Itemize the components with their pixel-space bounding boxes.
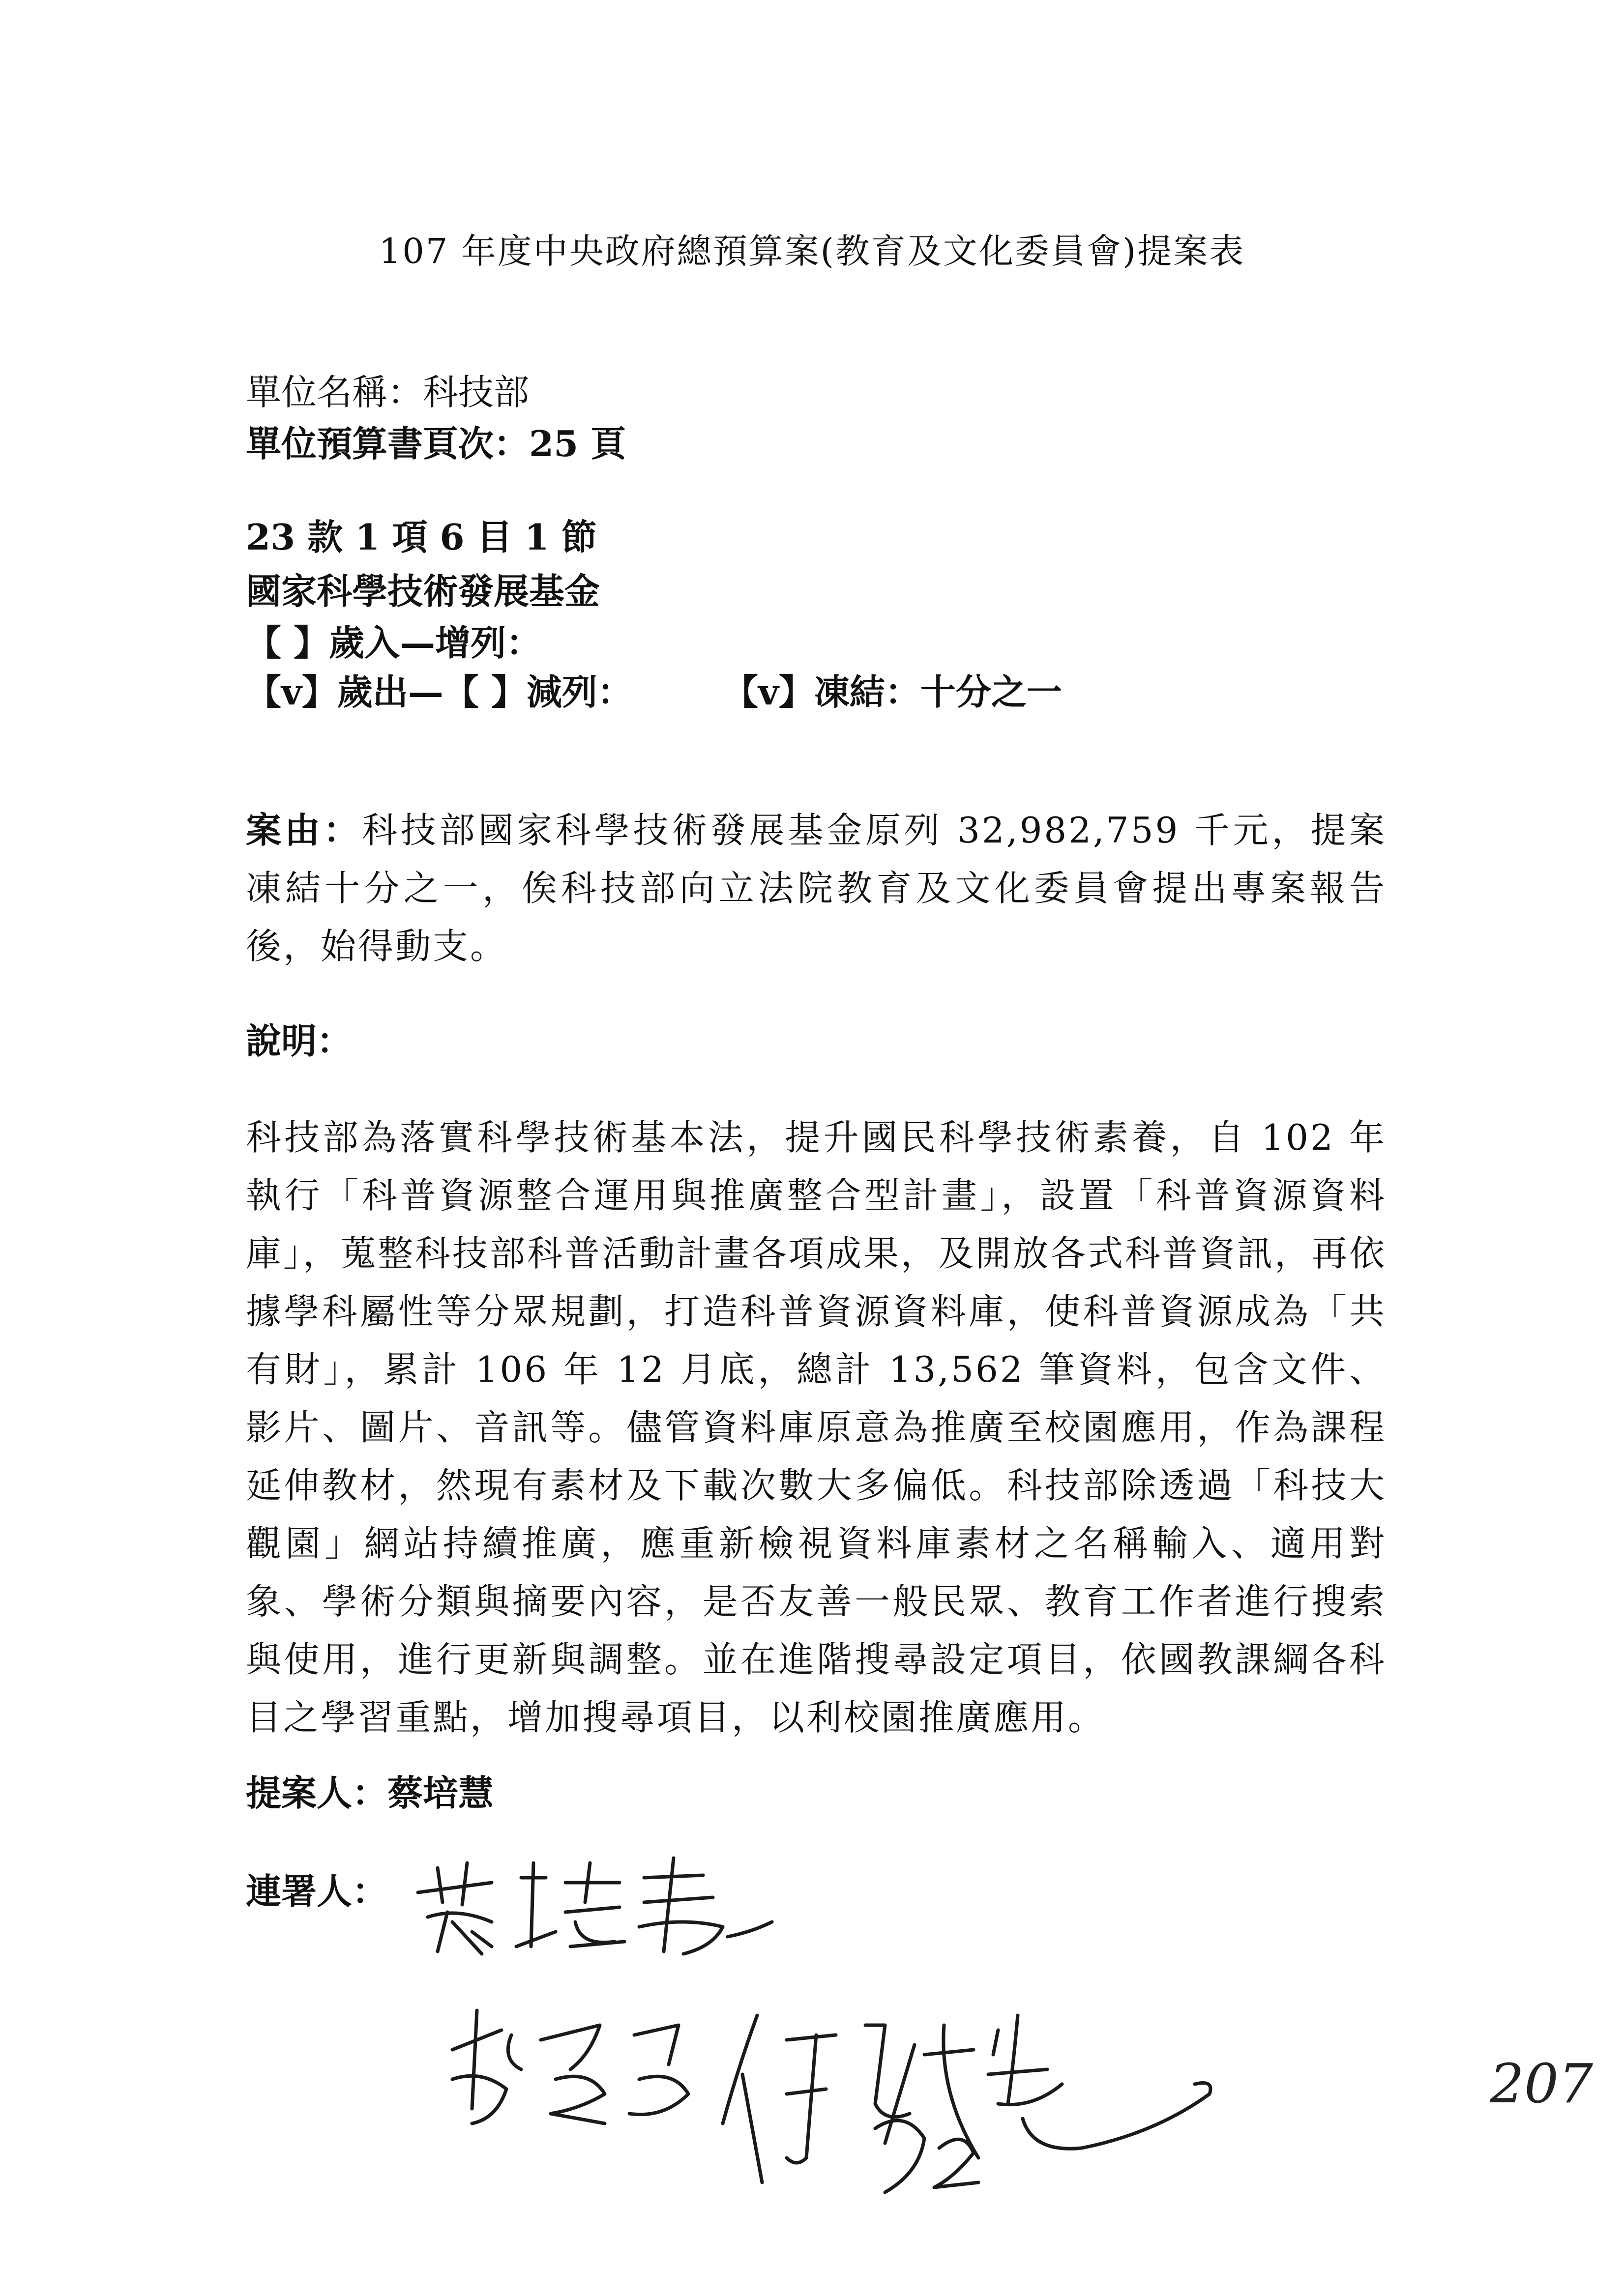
revenue-line: 【 】歲入—增列： [246,622,542,664]
unit-name: 單位名稱：科技部 [246,372,530,413]
page-number: 207 [1490,2052,1593,2115]
signature-1 [408,1848,782,1961]
section-code: 23 款 1 項 6 目 1 節 [246,516,597,558]
explanation-paragraph: 科技部為落實科學技術基本法，提升國民科學技術素養，自 102 年執行「科普資源整合運用與推廣整合型計畫」，設置「科普資源資料庫」，蒐整科技部科普活動計畫各項成果，及開放各式科普資訊，再依據學科屬性等分眾規劃，打造科普資源資料庫，使科普資源成為「共有財」，累計 106 年 12 月底，總計 13,562 筆資料，包含文件、影片、圖片、音訊等。儘管資料庫原意為推廣至校園應用，作為課程延伸教材，然現有素材及下載次數大多偏低。科技部除透過「科技大觀園」網站持續推廣，應重新檢視資料庫素材之名稱輸入、適用對象、學術分類與摘要內容，是否友善一般民眾、教育工作者進行搜索與使用，進行更新與調整。並在進階搜尋設定項目，依國教課綱各科目之學習重點，增加搜尋項目，以利校園推廣應用。 [246,1117,1387,1738]
cosigner-label: 連署人： [246,1870,388,1912]
case-text: 科技部國家科學技術發展基金原列 32,982,759 千元，提案凍結十分之一，俟科技部向立法院教育及文化委員會提出專案報告後，始得動支。 [246,810,1387,967]
case-label: 案由： [246,809,362,851]
freeze-line: 【v】凍結：十分之一 [723,671,1062,713]
expenditure-line: 【v】歲出—【 】減列： [246,671,633,713]
signature-2 [443,1996,1229,2202]
case-paragraph [246,801,1387,975]
fund-name: 國家科學技術發展基金 [246,570,600,612]
budget-page: 單位預算書頁次：25 頁 [246,423,626,465]
page-title: 107 年度中央政府總預算案(教育及文化委員會)提案表 [379,231,1245,271]
explanation-label: 說明： [246,1020,353,1062]
proposer-line: 提案人：蔡培慧 [246,1772,494,1814]
